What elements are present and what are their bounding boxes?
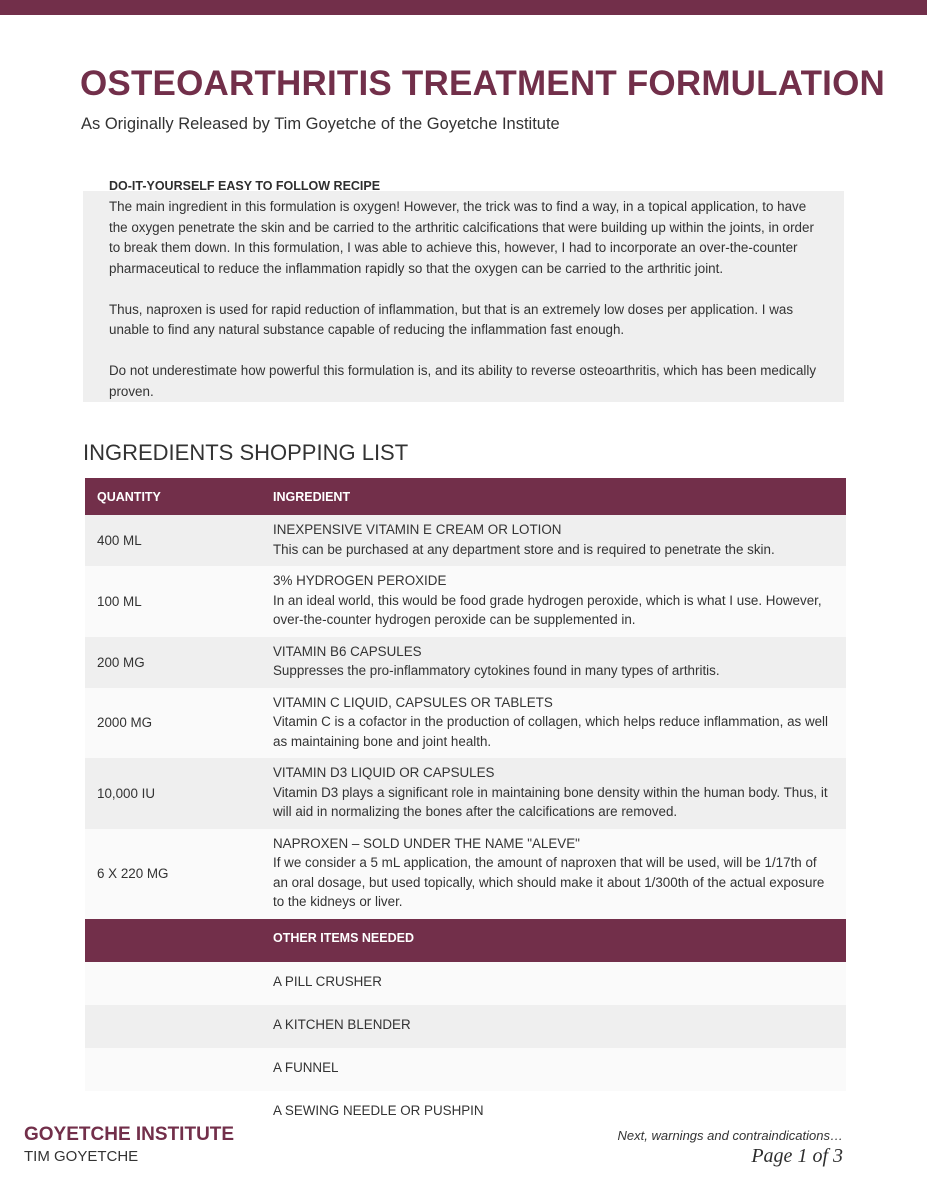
recipe-label: DO-IT-YOURSELF EASY TO FOLLOW RECIPE — [109, 179, 381, 193]
ingredient-cell — [273, 758, 846, 829]
ingredients-table — [85, 478, 846, 1134]
table-row — [85, 758, 846, 829]
other-item: A SEWING NEEDLE OR PUSHPIN — [273, 1091, 846, 1134]
other-items-header-row — [85, 919, 846, 962]
quantity-cell: 400 ML — [85, 515, 273, 566]
ingredient-description: If we consider a 5 mL application, the amount of naproxen that will be used, will be 1/17th of an oral dosage, but used topically, which should make it about 1/300th of the actual exposure to the kidneys or liver. — [273, 855, 825, 909]
ingredient-header: INGREDIENT — [273, 478, 846, 515]
quantity-cell: 10,000 IU — [85, 758, 273, 829]
ingredient-cell — [273, 515, 846, 566]
table-row — [85, 566, 846, 637]
other-item-row — [85, 962, 846, 1005]
ingredient-description: Suppresses the pro-inflammatory cytokines found in many types of arthritis. — [273, 663, 720, 678]
empty-cell — [85, 1005, 273, 1048]
shopping-list-title: INGREDIENTS SHOPPING LIST — [83, 440, 409, 465]
ingredient-name: NAPROXEN – SOLD UNDER THE NAME "ALEVE" — [273, 835, 580, 851]
quantity-cell: 200 MG — [85, 637, 273, 688]
page-subtitle: As Originally Released by Tim Goyetche of the Goyetche Institute — [81, 115, 560, 133]
other-item: A PILL CRUSHER — [273, 962, 846, 1005]
other-item-row — [85, 1048, 846, 1091]
empty-cell — [85, 962, 273, 1005]
table-row — [85, 829, 846, 919]
footer-organization: GOYETCHE INSTITUTE — [24, 1124, 235, 1145]
other-items-header: OTHER ITEMS NEEDED — [273, 919, 846, 962]
ingredient-cell — [273, 829, 846, 919]
ingredient-cell — [273, 637, 846, 688]
quantity-cell: 6 X 220 MG — [85, 829, 273, 919]
table-row — [85, 688, 846, 759]
ingredient-name: VITAMIN D3 LIQUID OR CAPSULES — [273, 765, 495, 780]
ingredient-name: INEXPENSIVE VITAMIN E CREAM OR LOTION — [273, 522, 562, 537]
ingredient-name: VITAMIN B6 CAPSULES — [273, 643, 422, 659]
quantity-cell: 2000 MG — [85, 688, 273, 759]
footer-author: TIM GOYETCHE — [24, 1148, 139, 1165]
ingredient-description: This can be purchased at any department store and is required to penetrate the skin. — [273, 541, 775, 557]
ingredient-name: 3% HYDROGEN PEROXIDE — [273, 573, 447, 588]
page-number: Page 1 of 3 — [751, 1145, 843, 1167]
table-header-row — [85, 478, 846, 515]
ingredient-description: Vitamin C is a cofactor in the production of collagen, which helps reduce inflammation, as well as maintaining bone and joint health. — [273, 714, 829, 749]
ingredient-name: VITAMIN C LIQUID, CAPSULES OR TABLETS — [273, 694, 553, 710]
ingredient-description: Vitamin D3 plays a significant role in maintaining bone density within the human body. Thus, it will aid in normalizing the bones after the calcifications are removed. — [273, 784, 828, 819]
ingredient-cell — [273, 566, 846, 637]
empty-cell — [85, 919, 273, 962]
recipe-panel — [83, 191, 844, 402]
recipe-paragraph: The main ingredient in this formulation is oxygen! However, the trick was to find a way, in a topical application, to have the oxygen penetrate the skin and be carried to the arthritic calcifications that were building up within the joints, in order to break them down. In this formulation, I was able to achieve this, however, I had to incorporate an over-the-counter pharmaceutical to reduce the inflammation rapidly so that the oxygen can be carried to the arthritic joint. — [109, 199, 814, 276]
table-row — [85, 515, 846, 566]
top-accent-bar — [0, 0, 927, 15]
quantity-cell: 100 ML — [85, 566, 273, 637]
other-item: A FUNNEL — [273, 1048, 846, 1091]
empty-cell — [85, 1048, 273, 1091]
recipe-text — [109, 197, 819, 402]
page-title: OSTEOARTHRITIS TREATMENT FORMULATION — [80, 64, 886, 103]
other-item: A KITCHEN BLENDER — [273, 1005, 846, 1048]
table-row — [85, 637, 846, 688]
ingredient-description: In an ideal world, this would be food grade hydrogen peroxide, which is what I use. However, over-the-counter hydrogen peroxide can be supplemented in. — [273, 592, 822, 627]
other-item-row — [85, 1005, 846, 1048]
recipe-paragraph: Do not underestimate how powerful this formulation is, and its ability to reverse osteoarthritis, which has been medically proven. — [109, 363, 817, 399]
quantity-header: QUANTITY — [85, 478, 273, 515]
ingredient-cell — [273, 688, 846, 759]
recipe-paragraph: Thus, naproxen is used for rapid reduction of inflammation, but that is an extremely low doses per application. I was unable to find any natural substance capable of reducing the inflammation fast enough. — [109, 301, 794, 337]
footer-next-note: Next, warnings and contraindications… — [617, 1128, 843, 1143]
